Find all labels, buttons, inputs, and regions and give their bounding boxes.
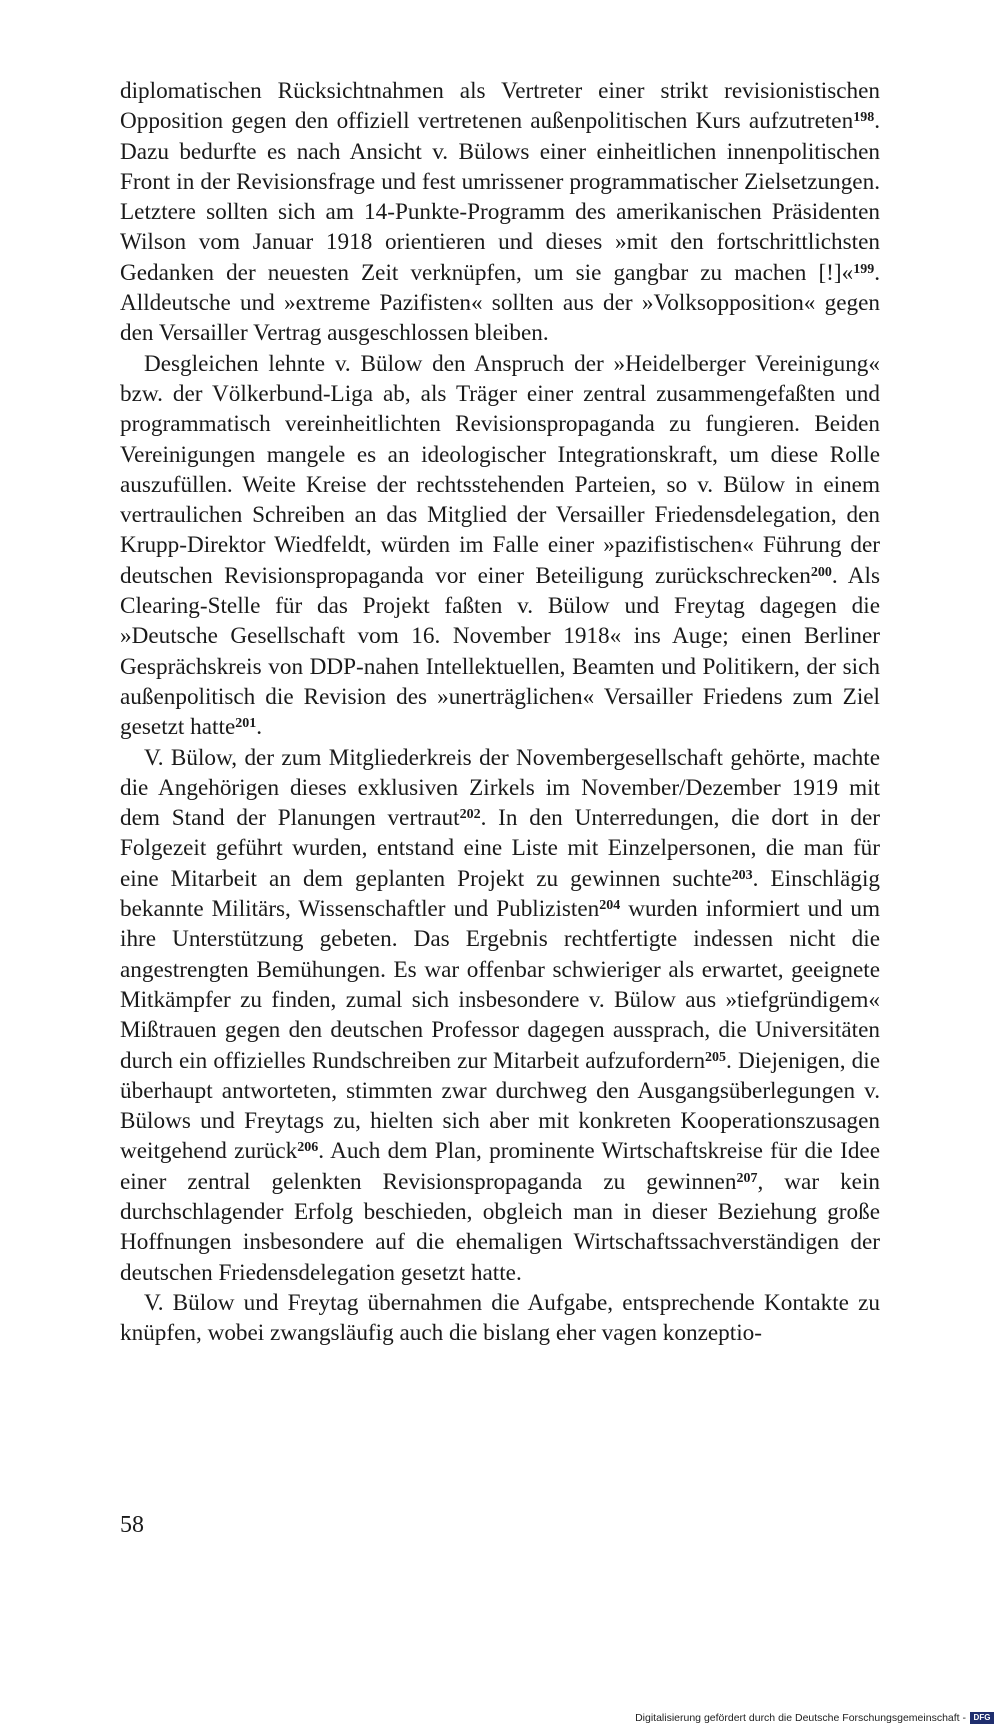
text-run: wurden informiert und um ihre Unterstützung gebeten. Das Ergebnis rechtfertigte indessen nicht die angestrengten Bemühungen. Es war offenbar schwieriger als erwartet, geeignete Mitkämpfer zu finden, zumal sich insbesondere v. Bülow aus »tiefgründigem« Mißtrauen gegen den deutschen Professor dagegen aussprach, die Universitäten durch ein offizielles Rundschreiben zur Mitarbeit aufzufordern: [120, 896, 880, 1074]
footer: [0, 1710, 1000, 1728]
footnote-marker: 200: [810, 564, 832, 580]
paragraph: [120, 1288, 880, 1349]
dfg-logo: DFG: [970, 1712, 994, 1724]
text-run: , war kein durchschlagender Erfolg beschieden, obgleich man in dieser Beziehung große Hoffnungen insbesondere auf die ehemaligen Wirtschaftssachverständigen der deutschen Friedensdelegation gesetzt hatte.: [120, 1168, 880, 1286]
body-text: [120, 76, 880, 1348]
paragraph: [120, 349, 880, 743]
paragraph: [120, 76, 880, 349]
text-run: V. Bülow, der zum Mitgliederkreis der Novembergesellschaft gehörte, machte die Angehörigen dieses exklusiven Zirkels im November/Dezember 1919 mit dem Stand der Planungen vertraut: [120, 744, 880, 832]
text-run: V. Bülow und Freytag übernahmen die Aufgabe, entsprechende Kontakte zu knüpfen, wobei zwangsläufig auch die bislang eher vagen konzeptio-: [120, 1289, 880, 1347]
text-run: diplomatischen Rücksichtnahmen als Vertreter einer strikt revisionistischen Opposition gegen den offiziell vertretenen außenpolitischen Kurs aufzutreten: [120, 78, 880, 135]
footnote-marker: 198: [853, 110, 875, 126]
text-run: . Diejenigen, die überhaupt antworteten, stimmten zwar durchweg den Ausgangsüberlegungen v. Bülows und Freytags zu, hielten sich aber mit konkreten Kooperationszusagen weitgehend zurück: [120, 1047, 881, 1165]
digitization-credit: Digitalisierung gefördert durch die Deutsche Forschungsgemeinschaft -: [635, 1712, 966, 1724]
footnote-marker: 207: [736, 1170, 758, 1186]
footnote-marker: 201: [235, 716, 257, 732]
footnote-marker: 199: [853, 261, 875, 277]
footnote-marker: 203: [731, 867, 753, 883]
text-run: . In den Unterredungen, die dort in der Folgezeit geführt wurden, entstand eine Liste mit Einzelpersonen, die man für eine Mitarbeit an dem geplanten Projekt zu gewinnen suchte: [120, 805, 880, 892]
footnote-marker: 202: [459, 807, 481, 823]
text-run: . Dazu bedurfte es nach Ansicht v. Bülows einer einheitlichen innenpolitischen Front in der Revisionsfrage und fest umrissener programmatischer Zielsetzungen. Letztere sollten sich am 14-Punkte-Programm des amerikanischen Präsidenten Wilson vom Januar 1918 orientieren und dieses »mit den fortschrittlichsten Gedanken der neuesten Zeit verknüpfen, um sie gangbar zu machen [!]«: [120, 108, 880, 286]
footnote-marker: 205: [705, 1049, 727, 1065]
text-run: . Alldeutsche und »extreme Pazifisten« sollten aus der »Volksopposition« gegen den Versailler Vertrag ausgeschlossen bleiben.: [120, 259, 880, 347]
footnote-marker: 206: [297, 1140, 319, 1156]
text-run: Desgleichen lehnte v. Bülow den Anspruch der »Heidelberger Vereinigung« bzw. der Völkerbund-Liga ab, als Träger einer zentral zusammengefaßten und programmatisch vereinheitlichten Revisionspropaganda zu fungieren. Beiden Vereinigungen mangele es an ideologischer Integrationskraft, um diese Rolle auszufüllen. Weite Kreise der rechtsstehenden Parteien, so v. Bülow in einem vertraulichen Schreiben an das Mitglied der Versailler Friedensdelegation, den Krupp-Direktor Wiedfeldt, würden im Falle einer »pazifistischen« Führung der deutschen Revisionspropaganda vor einer Beteiligung zurückschrecken: [120, 350, 880, 589]
text-run: .: [256, 714, 263, 741]
footnote-marker: 204: [599, 898, 621, 914]
paragraph: [120, 743, 880, 1288]
page-number: 58: [120, 1512, 144, 1538]
text-run: . Als Clearing-Stelle für das Projekt faßten v. Bülow und Freytag dagegen die »Deutsche Gesellschaft vom 16. November 1918« ins Auge; einen Berliner Gesprächskreis von DDP-nahen Intellektuellen, Beamten und Politikern, der sich außenpolitisch die Revision des »unerträglichen« Versailler Friedens zum Ziel gesetzt hatte: [120, 562, 880, 741]
text-run: . Einschlägig bekannte Militärs, Wissenschaftler und Publizisten: [120, 865, 880, 923]
text-run: . Auch dem Plan, prominente Wirtschaftskreise für die Idee einer zentral gelenkten Revisionspropaganda zu gewinnen: [120, 1138, 881, 1195]
